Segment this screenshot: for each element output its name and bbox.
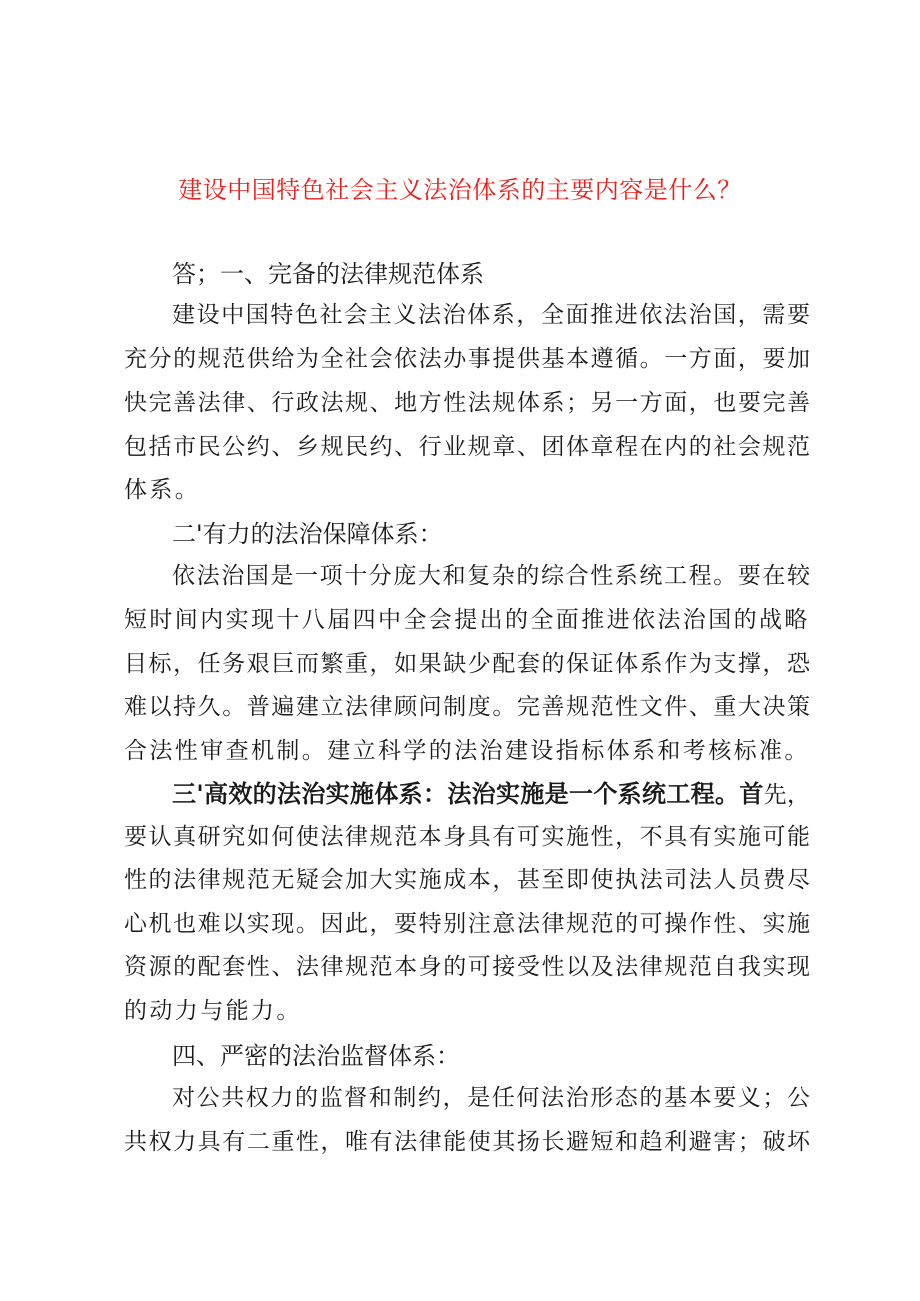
section-heading (172, 774, 810, 809)
paragraph-line: 建设中国特色社会主义法治体系，全面推进依法治国，需要 (172, 302, 810, 328)
paragraph-line: 心机也难以实现。因此，要特别注意法律规范的可操作性、实施 (124, 911, 810, 937)
paragraph-line: 难以持久。普遍建立法律顾问制度。完善规范性文件、重大决策 (124, 694, 810, 720)
paragraph-line: 体系。 (124, 477, 201, 503)
paragraph-line: 资源的配套性、法律规范本身的可接受性以及法律规范自我实现 (124, 954, 810, 980)
paragraph-line: 依法治国是一项十分庞大和复杂的综合性系统工程。要在较 (172, 563, 810, 589)
paragraph-line: 短时间内实现十八届四中全会提出的全面推进依法治国的战略 (124, 607, 810, 633)
paragraph-line: 要认真研究如何使法律规范本身具有可实施性，不具有实施可能 (124, 824, 810, 850)
paragraph-line: 合法性审查机制。建立科学的法治建设指标体系和考核标准。 (124, 738, 810, 764)
paragraph-line: 包括市民公约、乡规民约、行业规章、团体章程在内的社会规范 (124, 434, 810, 460)
paragraph-line: 性的法律规范无疑会加大实施成本，甚至即使执法司法人员费尽 (124, 867, 810, 893)
paragraph-line: 目标，任务艰巨而繁重，如果缺少配套的保证体系作为支撑，恐 (124, 651, 810, 677)
section-heading: 答；一、完备的法律规范体系 (172, 260, 484, 288)
section-heading-bold: 三'高效的法治实施体系：法治实施是一个系统工程。首 (172, 780, 764, 808)
paragraph-line: 对公共权力的监督和制约，是任何法治形态的基本要义；公 (172, 1085, 810, 1111)
section-heading: 二'有力的法治保障体系： (172, 520, 443, 548)
paragraph-line: 快完善法律、行政法规、地方性法规体系；另一方面，也要完善 (124, 390, 810, 416)
section-heading: 四、严密的法治监督体系： (172, 1042, 460, 1070)
paragraph-line: 充分的规范供给为全社会依法办事提供基本遵循。一方面，要加 (124, 346, 810, 372)
paragraph-line: 共权力具有二重性，唯有法律能使其扬长避短和趋利避害；破坏 (124, 1129, 810, 1155)
paragraph-line: 的动力与能力。 (124, 998, 302, 1024)
document-title: 建设中国特色社会主义法治体系的主要内容是什么？ (178, 176, 742, 204)
section-heading-tail: 先， (763, 782, 810, 808)
